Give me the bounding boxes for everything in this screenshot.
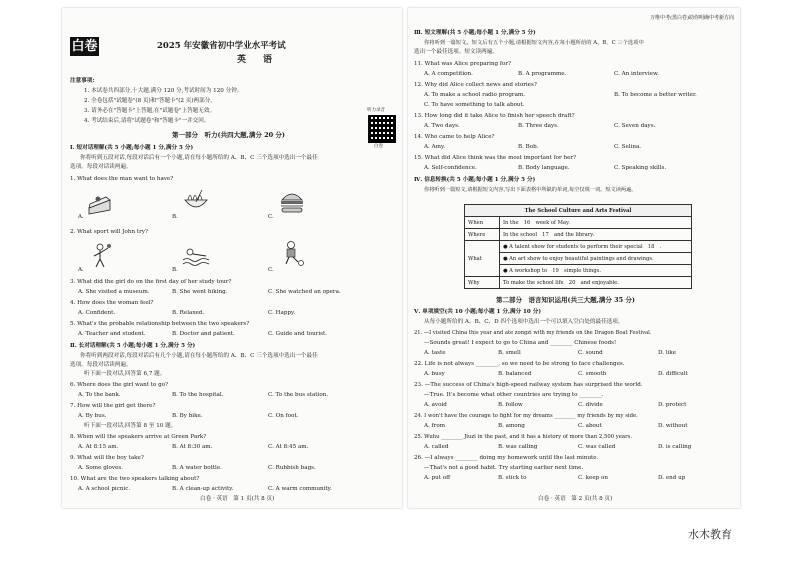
q8-option-b[interactable]: B. At 8:30 am. bbox=[172, 444, 213, 450]
q12-option-a[interactable]: A. To make a school radio program. bbox=[424, 92, 525, 98]
row-why-text[interactable]: To make the school life 20 and enjoyable. bbox=[500, 277, 692, 289]
question-25: 25. Wuhu ________ Jiuzi in the past, and it has a history of more than 2,500 years. bbox=[414, 434, 633, 440]
question-21-b: —Sounds great! I expect to go to China and ________ Chinese foods! bbox=[424, 340, 617, 346]
q2-option-a-label[interactable]: A. bbox=[78, 267, 84, 273]
q23-option-d[interactable]: D. protect bbox=[658, 402, 687, 408]
row-what-2: ● An art show to enjoy beautiful paintings and drawings. bbox=[500, 253, 692, 265]
question-2: 2. What sport will John try? bbox=[70, 229, 148, 235]
q3-option-c[interactable]: C. She watched an opera. bbox=[268, 289, 341, 295]
right-page bbox=[408, 8, 740, 508]
q21-option-c[interactable]: C. sound bbox=[578, 350, 603, 356]
q10-option-b[interactable]: B. A clean-up activity. bbox=[172, 486, 234, 492]
question-3: 3. What did the girl do on the first day of her study tour? bbox=[70, 279, 232, 285]
sec2-instruction: 你将听到两段对话,每段对话后有几个小题,请在每小题所给的 A、B、C 三个选项中选出一个最佳 bbox=[80, 353, 318, 359]
qr-caption-2: 白卷 bbox=[374, 144, 383, 149]
q25-option-c[interactable]: C. was called bbox=[578, 444, 616, 450]
qr-caption: 听力录音 bbox=[367, 108, 385, 113]
q2-option-c-label[interactable]: C. bbox=[268, 267, 274, 273]
q9-option-c[interactable]: C. Rubbish bags. bbox=[268, 465, 316, 471]
q5-option-c[interactable]: C. Guide and tourist. bbox=[268, 331, 328, 337]
q26-option-b[interactable]: B. stick to bbox=[498, 475, 527, 481]
sec1-instruction: 你将听到五段对话,每段对话后有一个小题,请在每小题所给的 A、B、C 三个选项中选出一个最佳 bbox=[80, 155, 318, 161]
q24-option-d[interactable]: D. without bbox=[658, 423, 688, 429]
q8-option-c[interactable]: C. At 8:45 am. bbox=[268, 444, 309, 450]
q3-option-b[interactable]: B. She went hiking. bbox=[172, 289, 228, 295]
q11-option-a[interactable]: A. A competition. bbox=[424, 71, 473, 77]
question-22: 22. Life is not always ________, so we need to be strong to face challenges. bbox=[414, 361, 625, 367]
question-1: 1. What does the man want to have? bbox=[70, 176, 174, 182]
notes-title: 注意事项: bbox=[70, 78, 95, 84]
question-4: 4. How does the woman feel? bbox=[70, 300, 154, 306]
q14-option-a[interactable]: A. Amy. bbox=[424, 144, 446, 150]
row-what-3[interactable]: ● A workshop to 19 simple things. bbox=[500, 265, 692, 277]
cake-icon[interactable] bbox=[86, 190, 114, 216]
q1-option-c-label[interactable]: C. bbox=[268, 214, 274, 220]
sec2-heading: Ⅱ. 长对话理解(共 5 小题;每小题 1 分,满分 5 分) bbox=[70, 343, 196, 349]
part2-heading: 第二部分 语言知识运用(共三大题,满分 35 分) bbox=[496, 296, 635, 304]
subject-title: 英 语 bbox=[237, 55, 277, 65]
watermark-brand: 水木教育 bbox=[688, 528, 732, 541]
q25-option-b[interactable]: B. was calling bbox=[498, 444, 538, 450]
row-when-text[interactable]: In the 16 week of May. bbox=[500, 217, 692, 229]
q26-option-a[interactable]: A. put off bbox=[424, 475, 451, 481]
note-4: 4. 考试结束后,请将"试题卷"和"答题卡"一并交回。 bbox=[84, 118, 210, 124]
question-12: 12. Why did Alice collect news and stories? bbox=[414, 82, 537, 88]
q13-option-c[interactable]: C. Seven days. bbox=[614, 123, 656, 129]
q3-option-a[interactable]: A. She visited a museum. bbox=[78, 289, 150, 295]
note-1: 1. 本试卷共四部分,十大题,满分 120 分,考试时间为 120 分钟。 bbox=[84, 88, 243, 94]
sec5-instruction: 从每小题所给的 A、B、C、D 四个选项中选出一个可以填入空白处的最佳选项。 bbox=[424, 319, 624, 325]
q26-option-c[interactable]: C. keep on bbox=[578, 475, 608, 481]
row-label-why: Why bbox=[465, 277, 500, 289]
sec4-instruction: 你将听到一篇短文,请根据短文内容,写出下面表格中所缺的单词,每空仅填一词。短文读两遍。 bbox=[424, 187, 637, 193]
q5-option-b[interactable]: B. Doctor and patient. bbox=[172, 331, 235, 337]
question-21: 21. —I visited China this year and ate zongzi with my friends on the Dragon Boat Festival. bbox=[414, 330, 652, 336]
football-player-icon[interactable] bbox=[278, 240, 306, 266]
question-26: 26. —I always ________ doing my homework until the last minute. bbox=[414, 455, 599, 461]
sec1-instruction-2: 选项。每段对话读两遍。 bbox=[70, 164, 132, 170]
exam-title: 2025 年安徽省初中学业水平考试 bbox=[157, 41, 286, 51]
sec3-instruction-2: 选出一个最佳选项。短文读两遍。 bbox=[414, 49, 498, 55]
q24-option-a[interactable]: A. from bbox=[424, 423, 446, 429]
sec2-note-b: 听下面一段对话,回答第 8 至 10 题。 bbox=[84, 423, 177, 429]
sec4-heading: Ⅳ. 信息转换(共 5 小题;每小题 1 分,满分 5 分) bbox=[414, 177, 536, 183]
q4-option-b[interactable]: B. Relaxed. bbox=[172, 310, 205, 316]
swimmer-icon[interactable] bbox=[182, 242, 210, 268]
q21-option-d[interactable]: D. like bbox=[658, 350, 677, 356]
left-page bbox=[62, 8, 402, 508]
question-24: 24. I won't have the courage to fight for my dreams ________ my friends by my side. bbox=[414, 413, 638, 419]
question-9: 9. What will the boy take? bbox=[70, 455, 144, 461]
q14-option-b[interactable]: B. Bob. bbox=[518, 144, 539, 150]
q12-option-c[interactable]: C. To have something to talk about. bbox=[424, 102, 525, 108]
noodles-icon[interactable] bbox=[182, 188, 210, 214]
page-footer-1: 白卷 · 英语 第 1 页(共 8 页) bbox=[200, 496, 275, 502]
question-13: 13. How long did it take Alice to finish her speech draft? bbox=[414, 113, 575, 119]
q6-option-a[interactable]: A. To the bank. bbox=[78, 392, 121, 398]
burger-icon[interactable] bbox=[278, 188, 306, 214]
festival-table bbox=[464, 204, 692, 289]
row-what-1[interactable]: ● A talent show for students to perform their special 18 . bbox=[500, 241, 692, 253]
q25-option-a[interactable]: A. called bbox=[424, 444, 449, 450]
q23-option-a[interactable]: A. avoid bbox=[424, 402, 447, 408]
festival-table-title: The School Culture and Arts Festival bbox=[465, 205, 692, 217]
row-where-text[interactable]: In the school 17 and the library. bbox=[500, 229, 692, 241]
question-8: 8. When will the speakers arrive at Green Park? bbox=[70, 434, 207, 440]
q23-option-c[interactable]: C. divide bbox=[578, 402, 603, 408]
q1-option-b-label[interactable]: B. bbox=[172, 214, 178, 220]
q10-option-c[interactable]: C. A warm community. bbox=[268, 486, 332, 492]
q5-option-a[interactable]: A. Teacher and student. bbox=[78, 331, 146, 337]
question-26-b: —That's not a good habit. Try starting earlier next time. bbox=[424, 465, 584, 471]
q22-option-d[interactable]: D. difficult bbox=[658, 371, 688, 377]
sec2-instruction-2: 选项。每段对话读两遍。 bbox=[70, 362, 132, 368]
basketball-player-icon[interactable] bbox=[86, 242, 114, 268]
q13-option-b[interactable]: B. Three days. bbox=[518, 123, 559, 129]
sec2-note-a: 听下面一段对话,回答第 6,7 题。 bbox=[84, 371, 166, 377]
q24-option-b[interactable]: B. among bbox=[498, 423, 525, 429]
q22-option-c[interactable]: C. smooth bbox=[578, 371, 607, 377]
q22-option-b[interactable]: B. balanced bbox=[498, 371, 532, 377]
q6-option-b[interactable]: B. To the hospital. bbox=[172, 392, 224, 398]
q15-option-c[interactable]: C. Speaking skills. bbox=[614, 165, 667, 171]
q10-option-a[interactable]: A. A school picnic. bbox=[78, 486, 131, 492]
note-3: 3. 请务必在"答题卡"上答题,在"试题卷"上答题无效。 bbox=[84, 108, 216, 114]
q7-option-c[interactable]: C. On foot. bbox=[268, 413, 299, 419]
question-23: 23. —The success of China's high-speed railway system has surprised the world. bbox=[414, 382, 643, 388]
question-7: 7. How will the girl get there? bbox=[70, 403, 156, 409]
question-11: 11. What was Alice preparing for? bbox=[414, 61, 512, 67]
q22-option-a[interactable]: A. busy bbox=[424, 371, 445, 377]
q25-option-d[interactable]: D. is calling bbox=[658, 444, 692, 450]
q7-option-a[interactable]: A. By bus. bbox=[78, 413, 107, 419]
q4-option-a[interactable]: A. Confident. bbox=[78, 310, 116, 316]
q26-option-d[interactable]: D. end up bbox=[658, 475, 686, 481]
paper-badge: 白卷 bbox=[71, 39, 98, 54]
part1-heading: 第一部分 听力(共四大题,满分 20 分) bbox=[172, 131, 285, 139]
row-label-when: When bbox=[465, 217, 500, 229]
question-14: 14. Who came to help Alice? bbox=[414, 134, 495, 140]
sec5-heading: Ⅴ. 单项填空(共 10 小题;每小题 1 分,满分 10 分) bbox=[414, 309, 541, 315]
question-15: 15. What did Alice think was the most important for her? bbox=[414, 155, 577, 161]
sec3-instruction: 你将听到一篇短文。短文后有五个小题,请根据短文内容,在每小题所给的 A、B、C 三个选项中 bbox=[424, 40, 644, 46]
question-10: 10. What are the two speakers talking about? bbox=[70, 476, 200, 482]
q4-option-c[interactable]: C. Happy. bbox=[268, 310, 296, 316]
question-23-b: —True. It's become what other countries are trying to ________. bbox=[424, 392, 604, 398]
q23-option-b[interactable]: B. follow bbox=[498, 402, 523, 408]
page-header: 万唯中考(黑白卷)助你明确中考新方向 bbox=[650, 15, 734, 21]
q9-option-a[interactable]: A. Some gloves. bbox=[78, 465, 124, 471]
q9-option-b[interactable]: B. A water bottle. bbox=[172, 465, 222, 471]
q21-option-a[interactable]: A. taste bbox=[424, 350, 446, 356]
sec3-heading: Ⅲ. 短文理解(共 5 小题;每小题 1 分,满分 5 分) bbox=[414, 30, 536, 36]
q11-option-b[interactable]: B. A programme. bbox=[518, 71, 567, 77]
q6-option-c[interactable]: C. To the bus station. bbox=[268, 392, 329, 398]
page-footer-2: 白卷 · 英语 第 2 页(共 8 页) bbox=[538, 496, 613, 502]
q7-option-b[interactable]: B. By bike. bbox=[172, 413, 203, 419]
question-6: 6. Where does the girl want to go? bbox=[70, 382, 169, 388]
note-2: 2. 全卷包括"试题卷"(8 页)和"答题卡"(2 页)两部分。 bbox=[84, 98, 216, 104]
q14-option-c[interactable]: C. Selina. bbox=[614, 144, 642, 150]
q13-option-a[interactable]: A. Two days. bbox=[424, 123, 460, 129]
q15-option-a[interactable]: A. Self-confidence. bbox=[424, 165, 477, 171]
q8-option-a[interactable]: A. At 8:15 am. bbox=[78, 444, 119, 450]
row-label-where: Where bbox=[465, 229, 500, 241]
q15-option-b[interactable]: B. Body language. bbox=[518, 165, 570, 171]
q24-option-c[interactable]: C. about bbox=[578, 423, 602, 429]
q1-option-a-label[interactable]: A. bbox=[78, 214, 84, 220]
sec1-heading: Ⅰ. 短对话理解(共 5 小题;每小题 1 分,满分 5 分) bbox=[70, 145, 194, 151]
q2-option-b-label[interactable]: B. bbox=[172, 267, 178, 273]
question-5: 5. What's the probable relationship between the two speakers? bbox=[70, 321, 250, 327]
q11-option-c[interactable]: C. An interview. bbox=[614, 71, 659, 77]
qr-code[interactable] bbox=[368, 115, 396, 143]
q21-option-b[interactable]: B. smell bbox=[498, 350, 521, 356]
q12-option-b[interactable]: B. To become a better writer. bbox=[614, 92, 697, 98]
row-label-what: What bbox=[465, 241, 500, 277]
